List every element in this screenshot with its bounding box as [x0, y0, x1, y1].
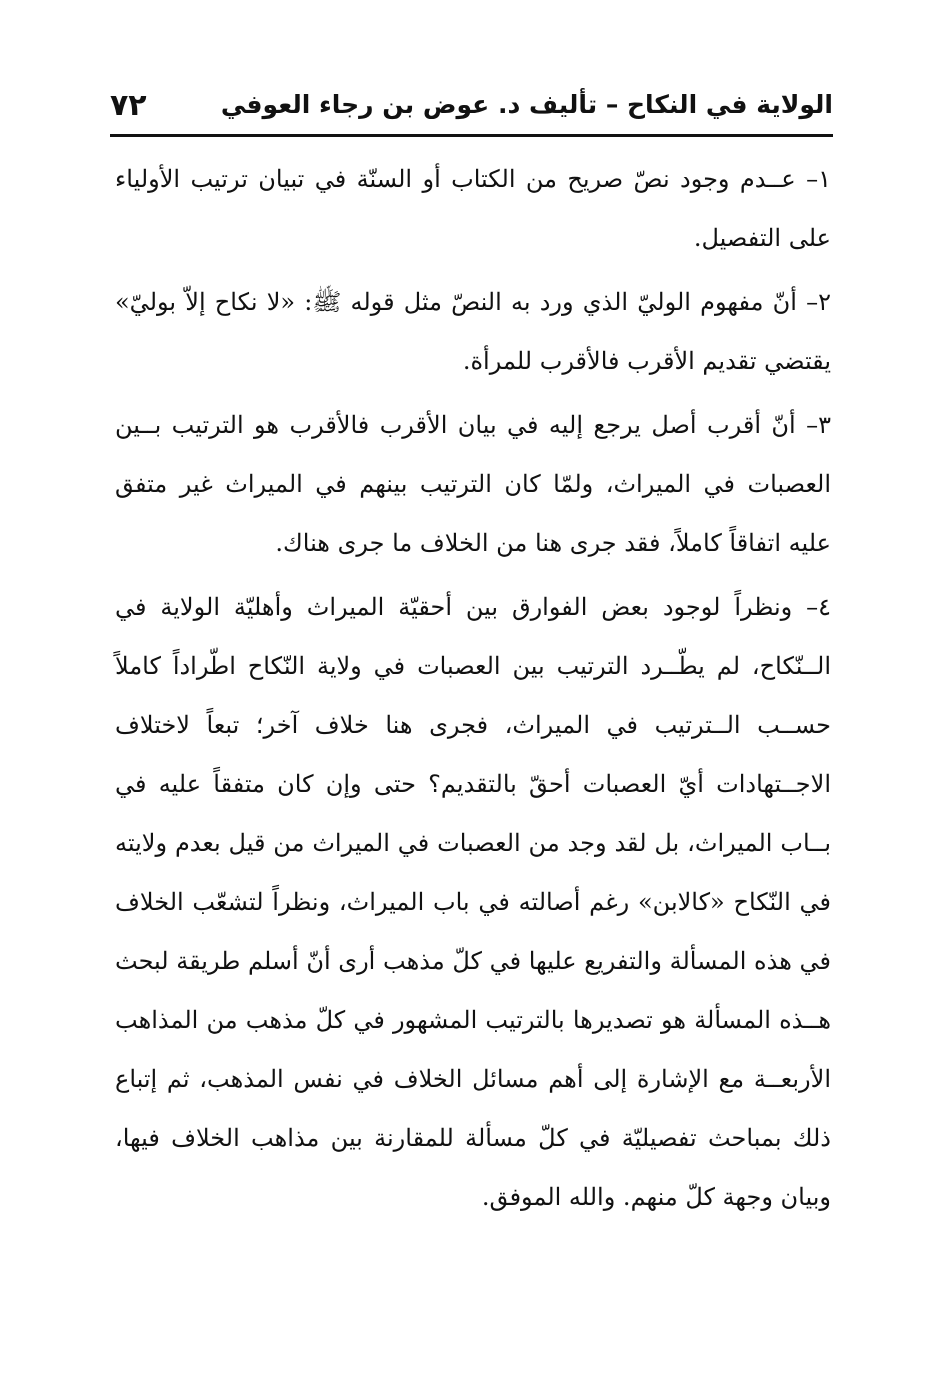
paragraph-4: ٤– ونظراً لوجود بعض الفوارق بين أحقيّة الميراث وأهليّة الولاية في الــنّكاح، لم يطّــرد الترتيب بين العصبات في ولاية النّكاح اطّراداً كاملاً حســب الــترتيب في الميراث، فجرى هنا خلاف آخر؛ تبعاً لاختلاف الاجــتهادات أيّ العصبات أحقّ بالتقديم؟ حتى وإن كان متفقاً عليه في بــاب الميراث، بل لقد وجد من العصبات في الميراث من قيل بعدم ولايته في النّكاح «كالابن» رغم أصالته في باب الميراث، ونظراً لتشعّب الخلاف في هذه المسألة والتفريع عليها في كلّ مذهب أرى أنّ أسلم طريقة لبحث هــذه المسألة هو تصديرها بالترتيب المشهور في كلّ مذهب من المذاهب الأربعــة مع الإشارة إلى أهم مسائل الخلاف في نفس المذهب، ثم إتباع ذلك بمباحث تفصيليّة في كلّ مسألة للمقارنة بين مذاهب الخلاف فيها، وبيان وجهة كلّ منهم. والله الموفق. — [115, 593, 832, 1211]
body-text — [115, 150, 831, 1232]
paragraph-2: ٢– أنّ مفهوم الوليّ الذي ورد به النصّ مثل قوله ﷺ: «لا نكاح إلاّ بوليّ» يقتضي تقديم الأقرب فالأقرب للمرأة. — [115, 288, 831, 375]
paragraph-1: ١– عــدم وجود نصّ صريح من الكتاب أو السنّة في تبيان ترتيب الأولياء على التفصيل. — [115, 165, 831, 252]
page-number: ٧٢ — [110, 88, 147, 123]
running-header — [110, 88, 833, 137]
paragraph-3: ٣– أنّ أقرب أصل يرجع إليه في بيان الأقرب فالأقرب هو الترتيب بــين العصبات في الميراث، ولمّا كان الترتيب بينهم في الميراث غير متفق عليه اتفاقاً كاملاً، فقد جرى هنا من الخلاف ما جرى هناك. — [115, 411, 831, 557]
header-title: الولاية في النكاح – تأليف د. عوض بن رجاء العوفي — [220, 90, 833, 119]
